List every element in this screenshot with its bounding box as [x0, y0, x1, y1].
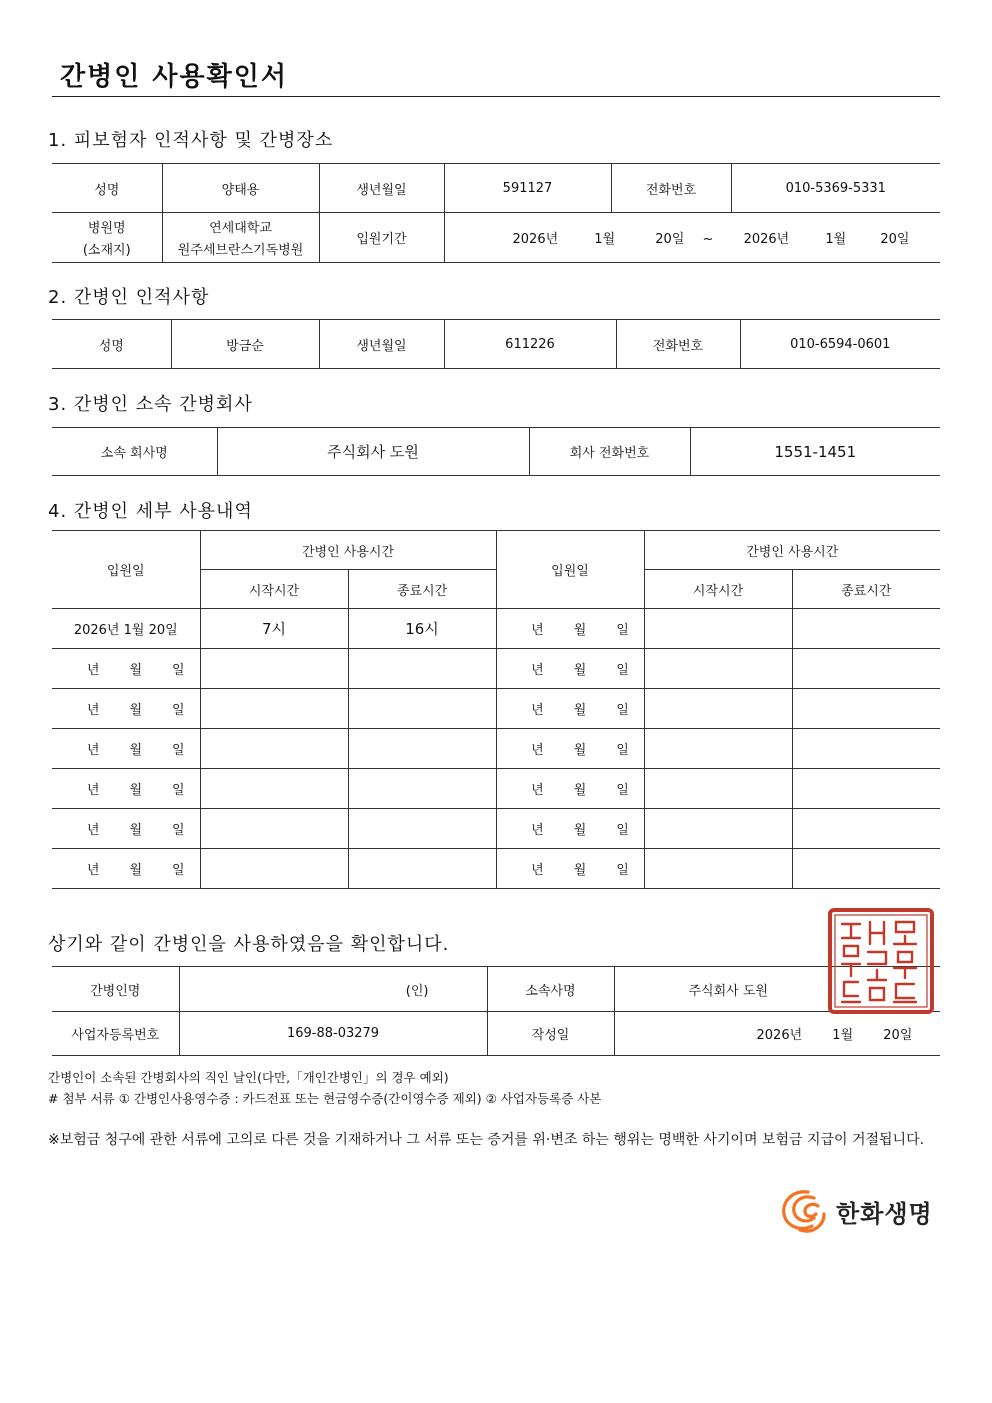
company-label: 소속사명: [487, 967, 614, 1012]
start-time-cell[interactable]: [200, 809, 348, 849]
year-unit: 년: [86, 783, 100, 798]
admit-date-header-right: 입원일: [496, 531, 644, 609]
admit-date-cell[interactable]: [52, 809, 200, 849]
admit-date-cell[interactable]: [496, 729, 644, 769]
year-unit: 년: [531, 743, 544, 758]
day-unit: 일: [172, 823, 185, 838]
day-unit: 일: [616, 623, 629, 638]
end-time-cell[interactable]: [348, 649, 496, 689]
day-unit: 일: [172, 863, 185, 878]
year-unit: 년: [531, 703, 544, 718]
written-date-field[interactable]: [614, 1012, 940, 1056]
insured-name-field[interactable]: 양태용: [162, 164, 319, 213]
year-unit: 년: [531, 863, 544, 878]
caregiver-birth-field[interactable]: 611226: [444, 320, 616, 369]
company-phone-field[interactable]: 1551-1451: [690, 428, 940, 476]
confirmation-statement: 상기와 같이 간병인을 사용하였음을 확인합니다.: [48, 934, 450, 955]
caregiver-name-label: 간병인명: [52, 967, 179, 1012]
day-unit: 일: [616, 703, 629, 718]
table-row: [52, 729, 940, 769]
year-unit: 년: [531, 623, 544, 638]
period-field[interactable]: [444, 213, 940, 263]
caregiver-phone-field[interactable]: 010-6594-0601: [740, 320, 940, 369]
end-time-cell[interactable]: [792, 609, 940, 649]
admit-date-cell[interactable]: [52, 729, 200, 769]
hanwha-life-logo: [778, 1186, 933, 1236]
start-time-cell[interactable]: [644, 809, 792, 849]
company-name-label: 소속 회사명: [52, 428, 217, 476]
start-time-header-right: 시작시간: [644, 570, 792, 609]
hospital-field[interactable]: [162, 213, 319, 263]
start-time-cell[interactable]: [200, 769, 348, 809]
hospital-label-line1: 병원명: [87, 221, 126, 236]
year-unit: 년: [86, 703, 100, 718]
admit-date-cell[interactable]: [496, 689, 644, 729]
admit-date-cell[interactable]: [496, 849, 644, 889]
end-time-cell[interactable]: [348, 849, 496, 889]
day-unit: 일: [616, 863, 629, 878]
insured-name-label: 성명: [52, 164, 162, 213]
end-time-cell[interactable]: [348, 809, 496, 849]
month-unit: 월: [573, 623, 587, 638]
table-row: [52, 689, 940, 729]
usage-time-header-right: 간병인 사용시간: [644, 531, 940, 570]
table-row: [52, 809, 940, 849]
insured-phone-label: 전화번호: [611, 164, 731, 213]
period-end-month: 1월: [825, 232, 847, 247]
start-time-cell[interactable]: [200, 729, 348, 769]
insured-phone-field[interactable]: 010-5369-5331: [731, 164, 940, 213]
company-name: 주식회사 도원: [688, 983, 768, 999]
end-time-header-left: 종료시간: [348, 570, 496, 609]
year-unit: 년: [86, 663, 100, 678]
period-start-year: 2026년: [512, 232, 559, 247]
end-time-cell[interactable]: [792, 689, 940, 729]
start-time-cell[interactable]: [200, 849, 348, 889]
month-unit: 월: [129, 823, 143, 838]
hospital-name-line1: 연세대학교: [209, 221, 272, 236]
start-time-cell[interactable]: [644, 729, 792, 769]
insured-info-table: [52, 163, 940, 263]
caregiver-phone-label: 전화번호: [616, 320, 740, 369]
year-unit: 년: [86, 823, 100, 838]
seal-mark: (인): [405, 983, 429, 999]
period-label: 입원기간: [319, 213, 444, 263]
year-unit: 년: [531, 783, 544, 798]
admit-date-header-left: 입원일: [52, 531, 200, 609]
caregiver-name-label: 성명: [52, 320, 171, 369]
day-unit: 일: [172, 663, 185, 678]
written-year: 2026년: [756, 1028, 803, 1043]
admit-date-cell[interactable]: [52, 649, 200, 689]
company-name-field[interactable]: 주식회사 도원: [217, 428, 529, 476]
signature-table: [52, 966, 940, 1056]
company-seal-stamp: [826, 906, 936, 1016]
end-time-cell[interactable]: 16시: [348, 609, 496, 649]
day-unit: 일: [616, 743, 629, 758]
end-time-cell[interactable]: [348, 689, 496, 729]
day-unit: 일: [616, 823, 629, 838]
written-month: 1월: [832, 1028, 854, 1043]
table-row: [52, 849, 940, 889]
admit-date-cell[interactable]: [496, 609, 644, 649]
insured-birth-label: 생년월일: [319, 164, 444, 213]
attachment-note: # 첨부 서류 ① 간병인사용영수증 : 카드전표 또는 현금영수증(간이영수증 제외) ② 사업자등록증 사본: [48, 1091, 602, 1106]
admit-date-cell[interactable]: [496, 649, 644, 689]
month-unit: 월: [573, 863, 587, 878]
hanwha-logo-icon: [778, 1186, 830, 1236]
period-start-month: 1월: [594, 232, 616, 247]
section2-heading: 2. 간병인 인적사항: [48, 287, 210, 308]
start-time-cell[interactable]: [644, 849, 792, 889]
logo-text: 한화생명: [836, 1199, 933, 1228]
usage-detail-table: [52, 530, 940, 889]
end-time-cell[interactable]: [792, 649, 940, 689]
start-time-cell[interactable]: [200, 689, 348, 729]
end-time-cell[interactable]: [792, 849, 940, 889]
admit-date-cell[interactable]: 2026년 1월 20일: [52, 609, 200, 649]
admit-date-cell[interactable]: [496, 809, 644, 849]
year-unit: 년: [531, 663, 544, 678]
month-unit: 월: [573, 823, 587, 838]
bizno-field[interactable]: 169-88-03279: [179, 1012, 487, 1056]
section4-heading: 4. 간병인 세부 사용내역: [48, 501, 253, 522]
year-unit: 년: [86, 863, 100, 878]
start-time-cell[interactable]: [644, 769, 792, 809]
month-unit: 월: [129, 703, 143, 718]
day-unit: 일: [172, 783, 185, 798]
start-time-cell[interactable]: [644, 649, 792, 689]
seal-note: 간병인이 소속된 간병회사의 직인 날인(다만,「개인간병인」의 경우 예외): [48, 1070, 449, 1085]
fraud-warning: ※보험금 청구에 관한 서류에 고의로 다른 것을 기재하거나 그 서류 또는 증거를 위·변조 하는 행위는 명백한 사기이며 보험금 지급이 거절됩니다.: [48, 1132, 925, 1148]
month-unit: 월: [573, 703, 587, 718]
day-unit: 일: [172, 743, 185, 758]
year-unit: 년: [86, 743, 100, 758]
hospital-name-line2: 원주세브란스기독병원: [177, 243, 304, 258]
admit-date-cell[interactable]: [496, 769, 644, 809]
end-time-cell[interactable]: [792, 769, 940, 809]
month-unit: 월: [129, 783, 143, 798]
admit-date-cell[interactable]: [52, 849, 200, 889]
end-time-cell[interactable]: [792, 729, 940, 769]
start-time-cell[interactable]: 7시: [200, 609, 348, 649]
admit-date-cell[interactable]: [52, 689, 200, 729]
bizno-label: 사업자등록번호: [52, 1012, 179, 1056]
period-end-day: 20일: [880, 232, 910, 247]
start-time-cell[interactable]: [644, 689, 792, 729]
day-unit: 일: [616, 783, 629, 798]
written-date-label: 작성일: [487, 1012, 614, 1056]
table-row: [52, 649, 940, 689]
start-time-header-left: 시작시간: [200, 570, 348, 609]
company-phone-label: 회사 전화번호: [529, 428, 690, 476]
title-divider: [52, 96, 940, 97]
month-unit: 월: [129, 743, 143, 758]
company-info-table: [52, 427, 940, 476]
caregiver-sign-field[interactable]: [179, 967, 487, 1012]
section1-heading: 1. 피보험자 인적사항 및 간병장소: [48, 130, 334, 151]
month-unit: 월: [129, 663, 143, 678]
period-start-day: 20일: [655, 232, 685, 247]
caregiver-birth-label: 생년월일: [319, 320, 444, 369]
period-tilde: ~: [702, 232, 714, 247]
written-day: 20일: [883, 1028, 913, 1043]
end-time-cell[interactable]: [348, 769, 496, 809]
month-unit: 월: [129, 863, 143, 878]
usage-time-header-left: 간병인 사용시간: [200, 531, 496, 570]
year-unit: 년: [531, 823, 544, 838]
start-time-cell[interactable]: [200, 649, 348, 689]
hospital-label: [52, 213, 162, 263]
document-title: 간병인 사용확인서: [60, 62, 288, 92]
caregiver-info-table: [52, 319, 940, 369]
table-row: [52, 609, 940, 649]
start-time-cell[interactable]: [644, 609, 792, 649]
section3-heading: 3. 간병인 소속 간병회사: [48, 394, 253, 415]
month-unit: 월: [573, 663, 587, 678]
insured-birth-field[interactable]: 591127: [444, 164, 611, 213]
table-row: [52, 769, 940, 809]
end-time-header-right: 종료시간: [792, 570, 940, 609]
day-unit: 일: [172, 703, 185, 718]
admit-date-cell[interactable]: [52, 769, 200, 809]
period-end-year: 2026년: [743, 232, 790, 247]
end-time-cell[interactable]: [348, 729, 496, 769]
end-time-cell[interactable]: [792, 809, 940, 849]
day-unit: 일: [616, 663, 629, 678]
month-unit: 월: [573, 783, 587, 798]
hospital-label-line2: (소재지): [82, 243, 131, 258]
caregiver-name-field[interactable]: 방금순: [171, 320, 319, 369]
month-unit: 월: [573, 743, 587, 758]
